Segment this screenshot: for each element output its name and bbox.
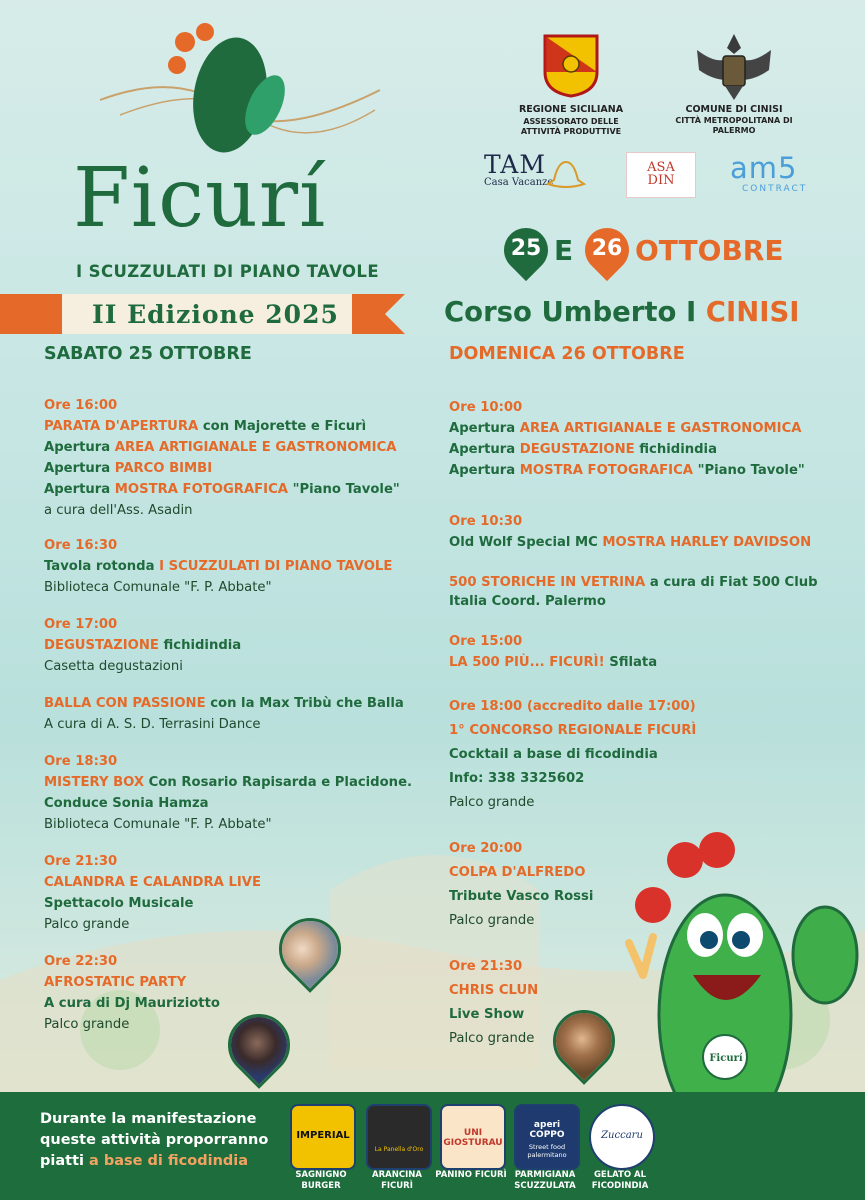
am5-logo [730,152,820,198]
event-time: Ore 10:00 [449,400,523,415]
hat-icon [544,154,588,194]
event-text: Apertura [449,463,520,478]
ficuri-logo-icon [60,20,380,160]
vendor-logo-text: UNI GIOSTURAU [443,1128,503,1148]
vendor-logo-imperial [290,1104,356,1170]
event-text: A cura di Dj Mauriziotto [44,996,220,1011]
vendor-logo-panino [440,1104,506,1170]
venue [444,296,799,328]
event-highlight: MOSTRA FOTOGRAFICA [114,482,288,497]
event-text: Apertura [449,442,520,457]
event-text: "Piano Tavole" [692,463,805,478]
mascot-badge-label: Ficurí [709,1053,743,1064]
event-text: Sfilata [604,655,658,670]
brand-title: Ficurí [73,151,327,246]
event-text: a cura di Fiat 500 Club [645,575,818,590]
event-highlight: CHRIS CLUN [449,983,539,998]
event-highlight: AFROSTATIC PARTY [44,975,187,990]
vendor-logo-text: Zuccaru [601,1130,643,1141]
event-highlight: MOSTRA HARLEY DAVIDSON [602,535,812,550]
footer-line-3a: piatti [40,1153,90,1169]
sat-event-2 [44,535,434,598]
date-month: OTTOBRE [635,234,784,267]
event-location: Casetta degustazioni [44,659,183,674]
sat-event-5 [44,851,434,935]
institution-1-name: REGIONE SICILIANA [518,104,624,115]
vendor-label: PARMIGIANA SCUZZULATA [514,1170,576,1191]
event-location: Palco grande [44,1017,130,1032]
event-text: Con Rosario Rapisarda e Placidone. [144,775,413,790]
event-text: Apertura [449,421,520,436]
event-location: Palco grande [449,795,535,810]
edition-label: II Edizione 2025 [92,300,339,329]
event-text: Spettacolo Musicale [44,896,194,911]
footer-line-3b: a base di ficodindia [89,1153,249,1169]
event-text: Apertura [44,461,115,476]
event-highlight: CALANDRA E CALANDRA LIVE [44,875,261,890]
vendor-logo-sub: Street food palermitano [527,1143,567,1159]
asadin-top: ASA [647,160,675,175]
event-highlight: MISTERY BOX [44,775,145,790]
event-time: Ore 20:00 [449,841,523,856]
event-location: Palco grande [44,917,130,932]
sun-event-2 [449,511,839,553]
date-day-2: 26 [591,236,623,261]
vendor-label: SAGNIGNO BURGER [295,1170,347,1191]
event-text: fichidindia [634,442,717,457]
event-text: Live Show [449,1007,525,1022]
sun-event-1 [449,397,839,481]
event-text: Apertura [44,440,115,455]
event-text: Tavola rotonda [44,559,160,574]
event-highlight: 500 STORICHE IN VETRINA [449,575,646,590]
event-note: a cura dell'Ass. Asadin [44,503,193,518]
vendor-logo-text: aperi COPPO [529,1120,565,1140]
am5-sub: CONTRACT [742,184,808,194]
institution-2-name: COMUNE DI CINISI [685,104,783,115]
event-location: Palco grande [449,913,535,928]
event-text: "Piano Tavole" [287,482,400,497]
event-highlight: I SCUZZULATI DI PIANO TAVOLE [159,559,393,574]
sun-event-3 [449,631,839,673]
footer-text [40,1109,268,1172]
event-location: Palco grande [449,1031,535,1046]
tam-sub: Casa Vacanze [484,177,554,188]
event-highlight: 1° CONCORSO REGIONALE FICURÌ [449,723,697,738]
event-location: Biblioteca Comunale "F. P. Abbate" [44,580,272,595]
event-highlight: AREA ARTIGIANALE E GASTRONOMICA [519,421,802,436]
sat-event-3b [44,693,434,735]
event-text: Old Wolf Special MC [449,535,603,550]
am5-name: am5 [730,151,798,185]
event-time: Ore 10:30 [449,514,523,529]
event-text: Apertura [44,482,115,497]
saturday-schedule [44,395,434,1051]
vendor-logo-panella [366,1104,432,1170]
event-contact: Info: 338 3325602 [449,771,585,786]
brand-subtitle: I SCUZZULATI DI PIANO TAVOLE [76,262,380,281]
comune-cinisi-crest-icon [693,30,775,102]
vendor-logo-zuccaru [589,1104,655,1170]
vendor-logo-apericoppo [514,1104,580,1170]
date-day-1: 25 [510,236,542,261]
venue-street: Corso Umberto I [444,296,697,328]
vendor-label: PANINO FICURÌ [435,1170,507,1180]
event-highlight: DEGUSTAZIONE [44,638,159,653]
sat-event-4 [44,751,434,835]
event-highlight: PARCO BIMBI [114,461,213,476]
event-time: Ore 15:00 [449,634,523,649]
sun-event-2b [449,573,839,611]
vendor-logo-text: IMPERIAL [296,1130,350,1141]
vendor-label: ARANCINA FICURÌ [372,1170,422,1191]
footer-line-2: queste attività proporranno [40,1132,269,1148]
event-highlight: PARATA D'APERTURA [44,419,199,434]
asadin-logo [626,152,696,198]
sunday-title: DOMENICA 26 OTTOBRE [449,344,685,364]
tam-name: TAM [484,150,546,179]
institution-2-sub: CITTÀ METROPOLITANA DI PALERMO [675,116,793,135]
date-conj: E [554,234,574,267]
event-time: Ore 18:00 (accredito dalle 17:00) [449,699,696,714]
institution-1-sub: ASSESSORATO DELLE ATTIVITÀ PRODUTTIVE [520,117,622,136]
event-time: Ore 22:30 [44,954,118,969]
venue-town: CINISI [705,296,800,328]
event-highlight: LA 500 PIÙ... FICURÌ! [449,655,605,670]
event-text: Cocktail a base di ficodindia [449,747,658,762]
event-text: Italia Coord. Palermo [449,594,606,609]
footer-line-1: Durante la manifestazione [40,1111,257,1127]
event-time: Ore 16:30 [44,538,118,553]
event-highlight: AREA ARTIGIANALE E GASTRONOMICA [114,440,397,455]
event-text: fichidindia [158,638,242,653]
saturday-title: SABATO 25 OTTOBRE [44,344,252,364]
event-time: Ore 21:30 [449,959,523,974]
event-time: Ore 21:30 [44,854,118,869]
event-text: Tribute Vasco Rossi [449,889,594,904]
event-note: A cura di A. S. D. Terrasini Dance [44,717,261,732]
event-highlight: MOSTRA FOTOGRAFICA [519,463,693,478]
event-highlight: BALLA CON PASSIONE [44,696,206,711]
asadin-bottom: DIN [647,173,675,188]
event-text: con Majorette e Ficurì [198,419,367,434]
event-highlight: DEGUSTAZIONE [519,442,635,457]
event-text: con la Max Tribù che Balla [205,696,404,711]
event-time: Ore 17:00 [44,617,118,632]
event-location: Biblioteca Comunale "F. P. Abbate" [44,817,272,832]
sun-event-4 [449,695,839,815]
event-text: Conduce Sonia Hamza [44,796,209,811]
event-highlight: COLPA D'ALFREDO [449,865,586,880]
event-time: Ore 16:00 [44,398,118,413]
vendor-label: GELATO AL FICODINDIA [591,1170,649,1191]
event-time: Ore 18:30 [44,754,118,769]
regione-siciliana-crest-icon [543,34,599,98]
vendor-logo-text: La Panella d'Oro [374,1146,424,1153]
sat-event-3 [44,614,434,677]
sat-event-1 [44,395,434,521]
tam-logo [484,150,594,198]
